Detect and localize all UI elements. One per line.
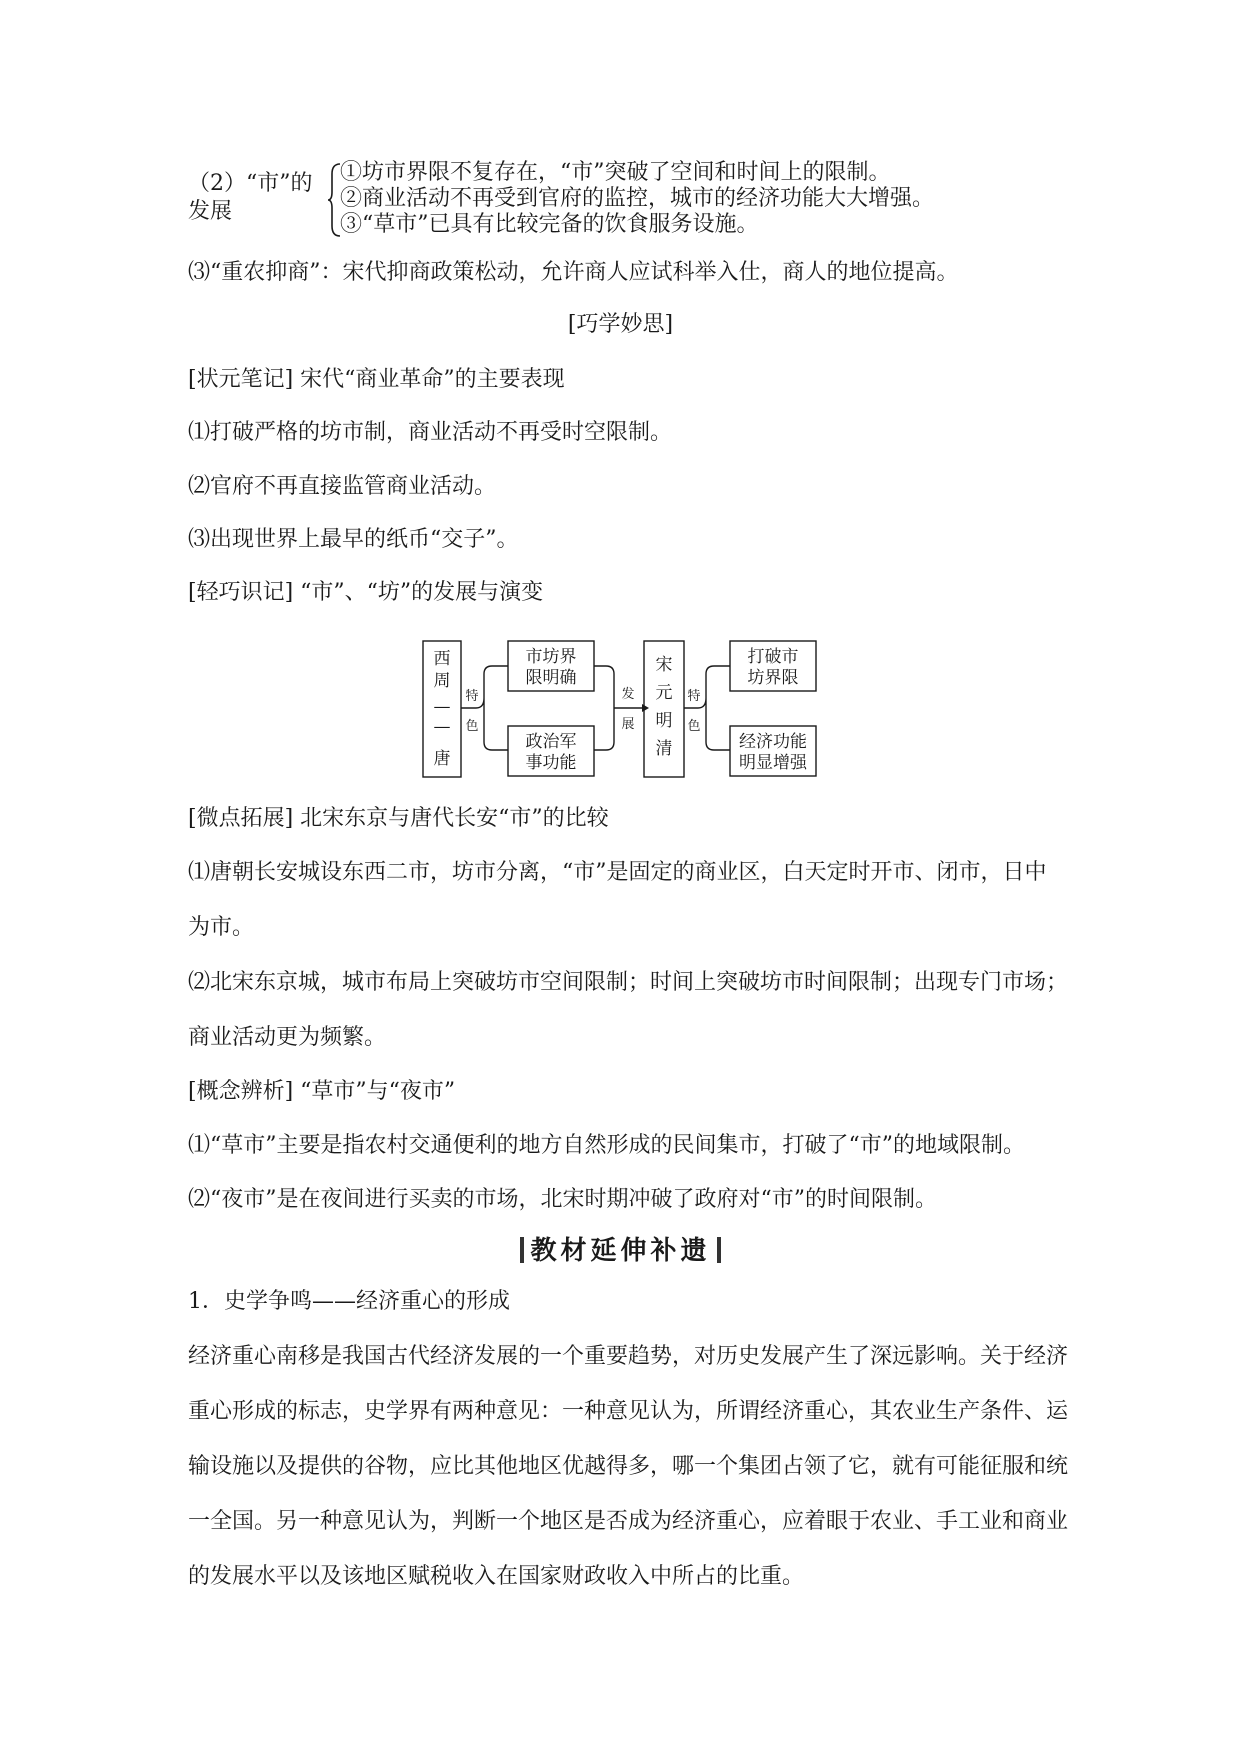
gainian-heading: [概念辨析] “草市”与“夜市”	[188, 1079, 456, 1104]
shi-development-block	[188, 160, 1088, 240]
section-title-text: 教材延伸补遗	[530, 1236, 711, 1266]
left-box-char: 唐	[433, 749, 451, 769]
mid-box-char: 宋	[655, 655, 673, 675]
zhuangyuan-item: ⑵官府不再直接监管商业活动。	[188, 474, 497, 499]
brace-heading-line1: （2）“市”的	[188, 171, 313, 196]
gainian-item: ⑵“夜市”是在夜间进行买卖的市场，北宋时期冲破了政府对“市”的时间限制。	[188, 1187, 937, 1212]
extension-line: 一全国。另一种意见认为，判断一个地区是否成为经济重心，应着眼于农业、手工业和商业	[188, 1509, 1069, 1534]
mid-box-char: 清	[655, 739, 673, 759]
brace-items	[340, 160, 934, 238]
brace-item: ①坊市界限不复存在，“市”突破了空间和时间上的限制。	[340, 160, 891, 185]
extension-line: 的发展水平以及该地区赋税收入在国家财政收入中所占的比重。	[188, 1564, 805, 1589]
weidian-p1-line2: 为市。	[188, 915, 255, 940]
left-box-char: 西	[433, 649, 451, 669]
brace-item: ③“草市”已具有比较完备的饮食服务设施。	[340, 212, 759, 237]
section-title	[0, 1230, 1241, 1267]
mid-box-char: 明	[655, 711, 673, 731]
box-text: 事功能	[525, 753, 577, 773]
box-text: 政治军	[525, 732, 577, 752]
weidian-p1-line1: ⑴唐朝长安城设东西二市，坊市分离，“市”是固定的商业区，白天定时开市、闭市，日中	[188, 860, 1047, 885]
box-text: 市坊界	[525, 647, 577, 667]
brace-item: ②商业活动不再受到官府的监控，城市的经济功能大大增强。	[340, 186, 935, 211]
box-text: 打破市	[747, 647, 799, 667]
box-text: 限明确	[525, 668, 577, 688]
connector-middle	[594, 666, 642, 750]
extension-line: 重心形成的标志，史学界有两种意见：一种意见认为，所谓经济重心，其农业生产条件、运	[188, 1399, 1069, 1424]
zhuangyuan-item: ⑶出现世界上最早的纸币“交子”。	[188, 527, 519, 552]
weidian-p2-line2: 商业活动更为频繁。	[188, 1025, 387, 1050]
shi-fang-evolution-diagram	[420, 638, 840, 788]
tese-label: 色	[687, 719, 701, 734]
paragraph-3: ⑶“重农抑商”：宋代抑商政策松动，允许商人应试科举入仕，商人的地位提高。	[188, 260, 959, 285]
weidian-p2-line1: ⑵北宋东京城，城市布局上突破坊市空间限制；时间上突破坊市时间限制；出现专门市场；	[188, 970, 1069, 995]
title-bar-left	[520, 1237, 524, 1263]
tese-label: 特	[465, 689, 479, 704]
box-text: 经济功能	[739, 732, 807, 752]
tese-label: 色	[465, 719, 479, 734]
zhuangyuan-heading: [状元笔记] 宋代“商业革命”的主要表现	[188, 367, 565, 392]
zhuangyuan-item: ⑴打破严格的坊市制，商业活动不再受时空限制。	[188, 420, 673, 445]
weidian-heading: [微点拓展] 北宋东京与唐代长安“市”的比较	[188, 806, 609, 831]
mid-box-char: 元	[655, 683, 673, 703]
connector-right	[684, 666, 730, 750]
arrow-head	[642, 704, 649, 712]
extension-line: 输设施以及提供的谷物，应比其他地区优越得多，哪一个集团占领了它，就有可能征服和统	[188, 1454, 1069, 1479]
fazhan-label: 展	[621, 717, 635, 732]
title-bar-right	[717, 1237, 721, 1263]
box-text: 坊界限	[747, 668, 799, 688]
extension-line: 经济重心南移是我国古代经济发展的一个重要趋势，对历史发展产生了深远影响。关于经济	[188, 1344, 1069, 1369]
gainian-item: ⑴“草市”主要是指农村交通便利的地方自然形成的民间集市，打破了“市”的地域限制。	[188, 1133, 1025, 1158]
extension-heading: 1．史学争鸣——经济重心的形成	[188, 1289, 510, 1314]
box-text: 明显增强	[739, 753, 807, 773]
brace-heading	[188, 170, 328, 226]
qiaoxue-title: [巧学妙思]	[567, 312, 674, 337]
qingqiao-heading: [轻巧识记] “市”、“坊”的发展与演变	[188, 580, 544, 605]
brace-heading-line2: 发展	[188, 199, 233, 224]
left-box-char: —	[433, 717, 451, 737]
left-box-char: —	[433, 697, 451, 717]
tese-label: 特	[687, 689, 701, 704]
connector-left	[461, 666, 508, 750]
left-box-char: 周	[433, 671, 451, 691]
fazhan-label: 发	[621, 687, 635, 702]
